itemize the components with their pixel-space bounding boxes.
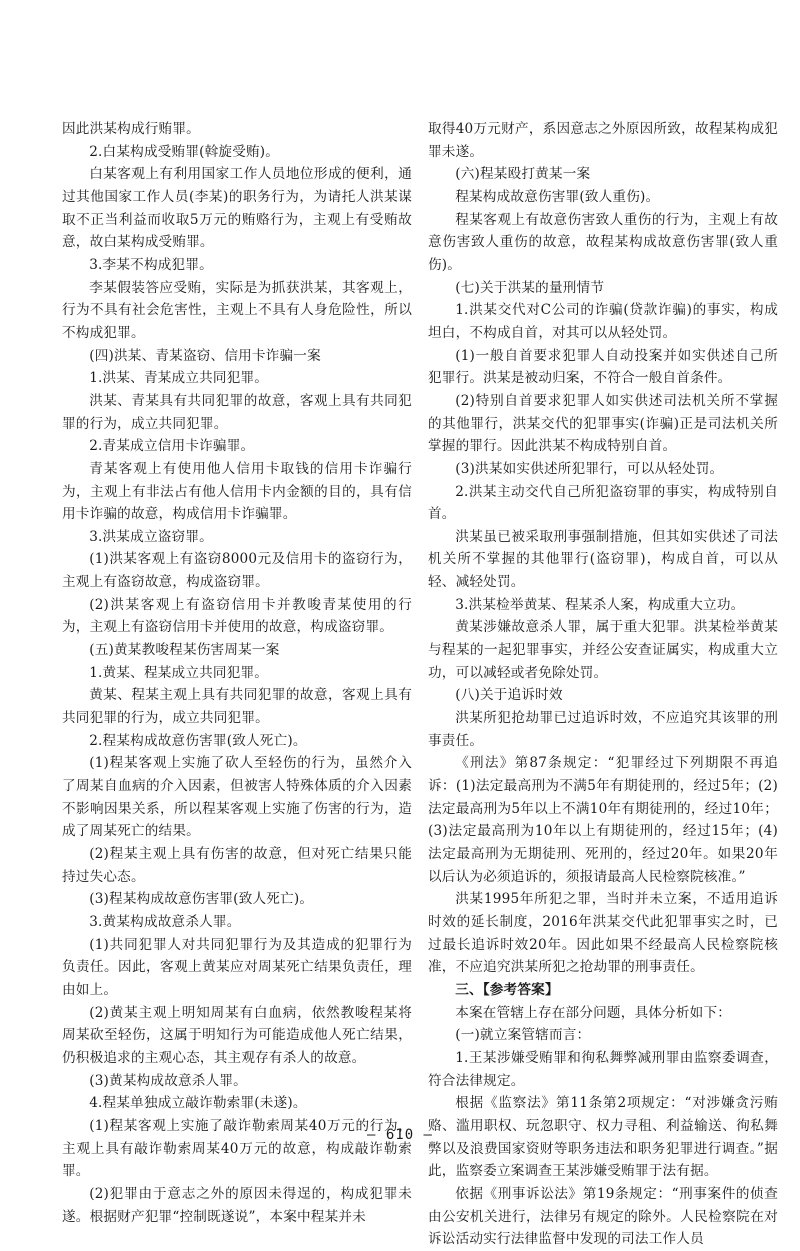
paragraph: 白某客观上有利用国家工作人员地位形成的便利，通过其他国家工作人员(李某)的职务行为，为请托人洪某谋取不正当利益而收取5万元的贿赂行为，主观上有受贿故意，故白某构成受贿罪。 <box>62 166 412 251</box>
paragraph: 4.程某单独成立敲诈勒索罪(未遂)。 <box>89 1095 307 1112</box>
paragraph: (五)黄某教唆程某伤害周某一案 <box>89 642 280 659</box>
paragraph: (2)程某主观上具有伤害的故意，但对死亡结果只能持过失心态。 <box>62 846 412 885</box>
paragraph: (2)犯罪由于意志之外的原因未得逞的，构成犯罪未遂。根据财产犯罪“控制既遂说”，本案中程某并未 <box>62 1185 412 1225</box>
paragraph: 黄某涉嫌故意杀人罪，属于重大犯罪。洪某检举黄某与程某的一起犯罪事实，并经公安查证属实，构成重大立功，可以减轻或者免除处罚。 <box>428 619 778 681</box>
paragraph: (四)洪某、青某盗窃、信用卡诈骗一案 <box>89 347 321 364</box>
paragraph: (1)程某客观上实施了砍人至轻伤的行为，虽然介入了周某自血病的介入因素，但被害人特殊体质的介入因素不影响因果关系，所以程某客观上实施了伤害的行为，造成了周某死亡的结果。 <box>62 755 412 840</box>
paragraph: (七)关于洪某的量刑情节 <box>455 279 605 296</box>
paragraph: 3.洪某检举黄某、程某杀人案，构成重大立功。 <box>455 596 745 613</box>
paragraph: 2.程某构成故意伤害罪(致人死亡)。 <box>89 732 307 749</box>
paragraph: 《刑法》第87条规定：“犯罪经过下列期限不再追诉：(1)法定最高刑为不满5年有期徒刑的，经过5年；(2)法定最高刑为5年以上不满10年有期徒刑的，经过10年；(3)法定最高刑为10年以上有期徒刑的，经过15年；(4)法定最高刑为无期徒刑、死刑的，经过20年。如果20年以后认为必须追诉的，须报请最高人民检察院核准。” <box>428 755 778 885</box>
paragraph: (2)特别自首要求犯罪人如实供述司法机关所不掌握的其他罪行，洪某交代的犯罪事实(诈骗)正是司法机关所掌握的罪行。因此洪某不构成特别自首。 <box>428 392 778 455</box>
paragraph: (2)洪某客观上有盗窃信用卡并教唆青某使用的行为，主观上有盗窃信用卡并使用的故意，构成盗窃罪。 <box>62 596 412 636</box>
paragraph: 1.黄某、程某成立共同犯罪。 <box>89 664 269 681</box>
paragraph: 洪某、青某具有共同犯罪的故意，客观上具有共同犯罪的行为，成立共同犯罪。 <box>62 392 412 432</box>
paragraph: 1.洪某、青某成立共同犯罪。 <box>89 370 269 387</box>
paragraph: (2)黄某主观上明知周某有白血病，依然教唆程某将周某砍至轻伤，这属于明知行为可能造成他人死亡结果，仍积极追求的主观心态，其主观存有杀人的故意。 <box>62 1004 412 1066</box>
paragraph: 1.王某涉嫌受贿罪和徇私舞弊减刑罪由监察委调查，符合法律规定。 <box>428 1049 778 1089</box>
paragraph: 本案在管辖上存在部分问题，具体分析如下： <box>455 1004 732 1021</box>
paragraph: 李某假装答应受贿，实际是为抓获洪某，其客观上，行为不具有社会危害性，主观上不具有人身危险性，所以不构成犯罪。 <box>62 279 412 341</box>
paragraph: 1.洪某交代对C公司的诈骗(贷款诈骗)的事实，构成坦白，不构成自首，对其可以从轻处罚。 <box>428 302 778 341</box>
paragraph: 2.青某成立信用卡诈骗罪。 <box>89 438 255 455</box>
paragraph: 洪某1995年所犯之罪，当时并未立案，不适用追诉时效的延长制度，2016年洪某交代此犯罪事实之时，已过最长追诉时效20年。因此如果不经最高人民检察院核准，不应追究洪某所犯之抢劫罪的刑事责任。 <box>428 891 778 976</box>
paragraph: 取得40万元财产，系因意志之外原因所致，故程某构成犯罪未遂。 <box>428 121 778 160</box>
paragraph: 黄某、程某主观上具有共同犯罪的故意，客观上具有共同犯罪的行为，成立共同犯罪。 <box>62 687 412 727</box>
paragraph: 程某客观上有故意伤害致人重伤的行为，主观上有故意伤害致人重伤的故意，故程某构成故意伤害罪(致人重伤)。 <box>428 211 778 273</box>
paragraph: 2.白某构成受贿罪(斡旋受贿)。 <box>89 143 280 160</box>
paragraph: (八)关于追诉时效 <box>455 687 563 704</box>
paragraph: 3.黄某构成故意杀人罪。 <box>89 913 241 930</box>
paragraph: 依据《刑事诉讼法》第19条规定：“刑事案件的侦查由公安机关进行，法律另有规定的除外。人民检察院在对诉讼活动实行法律监督中发现的司法工作人员 <box>428 1185 778 1248</box>
paragraph: (3)洪某如实供述所犯罪行，可以从轻处罚。 <box>455 460 724 477</box>
paragraph: 因此洪某构成行贿罪。 <box>62 121 200 137</box>
paragraph: 根据《监察法》第11条第2项规定：“对涉嫌贪污贿赂、滥用职权、玩忽职守、权力寻租、利益输送、徇私舞弊以及浪费国家资财等职务违法和职务犯罪进行调查。”据此，监察委立案调查王某涉嫌受贿罪于法有据。 <box>428 1095 778 1180</box>
paragraph: 三、【参考答案】 <box>455 981 559 998</box>
paragraph: (一)就立案管辖而言： <box>455 1027 591 1044</box>
paragraph: (1)一般自首要求犯罪人自动投案并如实供述自己所犯罪行。洪某是被动归案，不符合一般自首条件。 <box>428 347 778 387</box>
paragraph: (3)黄某构成故意杀人罪。 <box>89 1072 247 1089</box>
paragraph: 2.洪某主动交代自己所犯盗窃罪的事实，构成特别自首。 <box>428 483 778 523</box>
left-column <box>62 118 412 1228</box>
paragraph: (六)程某殴打黄某一案 <box>455 166 591 183</box>
paragraph: 洪某所犯抢劫罪已过追诉时效，不应追究其该罪的刑事责任。 <box>428 710 778 749</box>
paragraph: 洪某虽已被采取刑事强制措施，但其如实供述了司法机关所不掌握的其他罪行(盗窃罪)，构成自首，可以从轻、减轻处罚。 <box>428 528 778 591</box>
paragraph: (3)程某构成故意伤害罪(致人死亡)。 <box>89 891 314 908</box>
paragraph: (1)共同犯罪人对共同犯罪行为及其造成的犯罪行为负责任。因此，客观上黄某应对周某死亡结果负责任，理由如上。 <box>62 936 412 998</box>
paragraph: (1)程某客观上实施了敲诈勒索周某40万元的行为，主观上具有敲诈勒索周某40万元的故意，构成敲诈勒索罪。 <box>62 1117 412 1180</box>
paragraph: 青某客观上有使用他人信用卡取钱的信用卡诈骗行为，主观上有非法占有他人信用卡内金额的目的，具有信用卡诈骗的故意，构成信用卡诈骗罪。 <box>62 460 412 523</box>
paragraph: 3.洪某成立盗窃罪。 <box>89 528 213 545</box>
page-number: — 610 — <box>366 1127 433 1143</box>
paragraph: 程某构成故意伤害罪(致人重伤)。 <box>455 188 660 205</box>
paragraph: 3.李某不构成犯罪。 <box>89 256 213 273</box>
paragraph: (1)洪某客观上有盗窃8000元及信用卡的盗窃行为，主观上有盗窃故意，构成盗窃罪。 <box>62 551 412 591</box>
right-column <box>428 118 778 1251</box>
